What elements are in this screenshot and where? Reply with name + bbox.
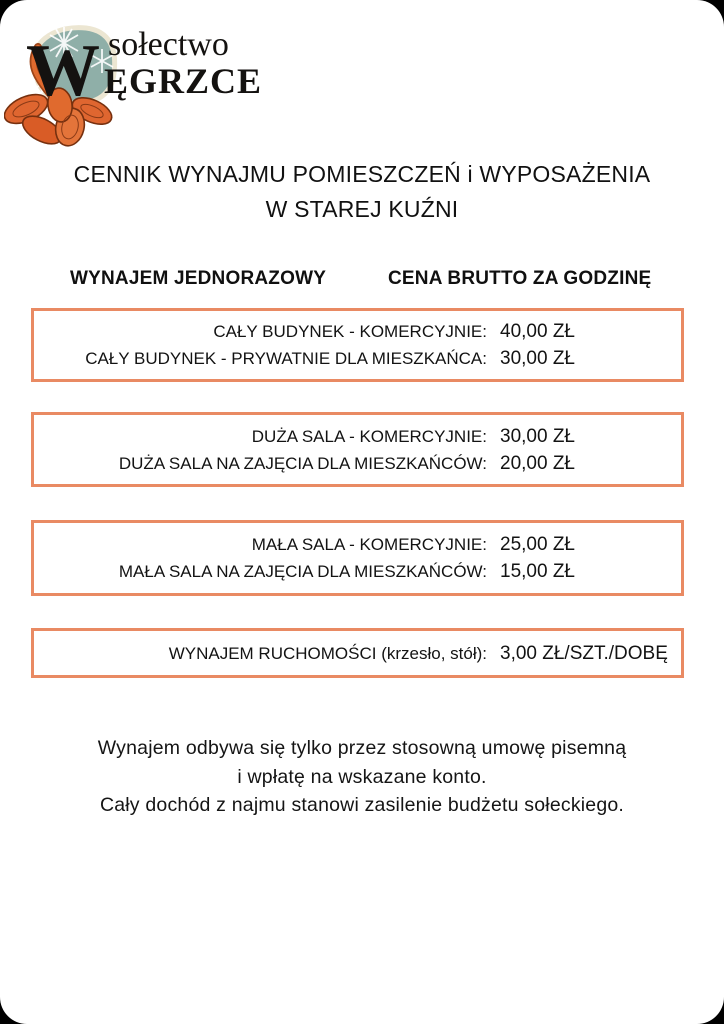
row-label: WYNAJEM RUCHOMOŚCI (krzesło, stół): [168, 643, 487, 663]
row-price: 30,00 ZŁ [500, 348, 575, 369]
row-price: 3,00 ZŁ/SZT./DOBĘ [500, 642, 668, 664]
footer-notes [0, 734, 724, 820]
row-label: DUŻA SALA NA ZAJĘCIA DLA MIESZKAŃCÓW: [118, 453, 487, 473]
column-header-rental-type: WYNAJEM JEDNORAZOWY [70, 268, 327, 289]
footer-line1: Wynajem odbywa się tylko przez stosowną umowę pisemną [97, 737, 627, 759]
page-title [0, 157, 724, 227]
row-label: CAŁY BUDYNEK - PRYWATNIE DLA MIESZKAŃCA: [85, 349, 487, 368]
row-price: 20,00 ZŁ [500, 452, 575, 474]
logo-initial: W [26, 30, 100, 112]
table-row [34, 318, 681, 345]
table-row [34, 450, 681, 477]
logo-subtitle: sołectwo [108, 26, 229, 63]
page-title-line1: CENNIK WYNAJMU POMIESZCZEŃ i WYPOSAŻENIA [73, 161, 651, 187]
pricebox-small-hall [31, 520, 684, 596]
row-label: MAŁA SALA - KOMERCYJNIE: [251, 535, 487, 554]
logo-name-rest: ĘGRZCE [104, 61, 263, 101]
row-label: DUŻA SALA - KOMERCYJNIE: [251, 426, 487, 446]
pricebox-big-hall [31, 412, 684, 487]
row-price: 40,00 ZŁ [500, 321, 575, 342]
row-price: 15,00 ZŁ [500, 561, 575, 582]
footer-line2: i wpłatę na wskazane konto. [237, 765, 487, 788]
pricebox-whole-building [31, 308, 684, 382]
page-title-line2: W STAREJ KUŹNI [265, 196, 459, 222]
row-price: 25,00 ZŁ [500, 534, 575, 555]
row-price: 30,00 ZŁ [500, 425, 575, 447]
table-row [34, 640, 681, 667]
table-row [34, 423, 681, 450]
row-label: MAŁA SALA NA ZAJĘCIA DLA MIESZKAŃCÓW: [118, 562, 487, 581]
pricebox-movables [31, 628, 684, 678]
table-row [34, 558, 681, 585]
column-header-gross-price: CENA BRUTTO ZA GODZINĘ [388, 268, 652, 289]
row-label: CAŁY BUDYNEK - KOMERCYJNIE: [213, 322, 487, 341]
table-row [34, 531, 681, 558]
footer-line3: Cały dochód z najmu stanowi zasilenie budżetu sołeckiego. [99, 794, 625, 816]
table-row [34, 345, 681, 372]
solectwo-wegrzce-logo [4, 13, 264, 148]
